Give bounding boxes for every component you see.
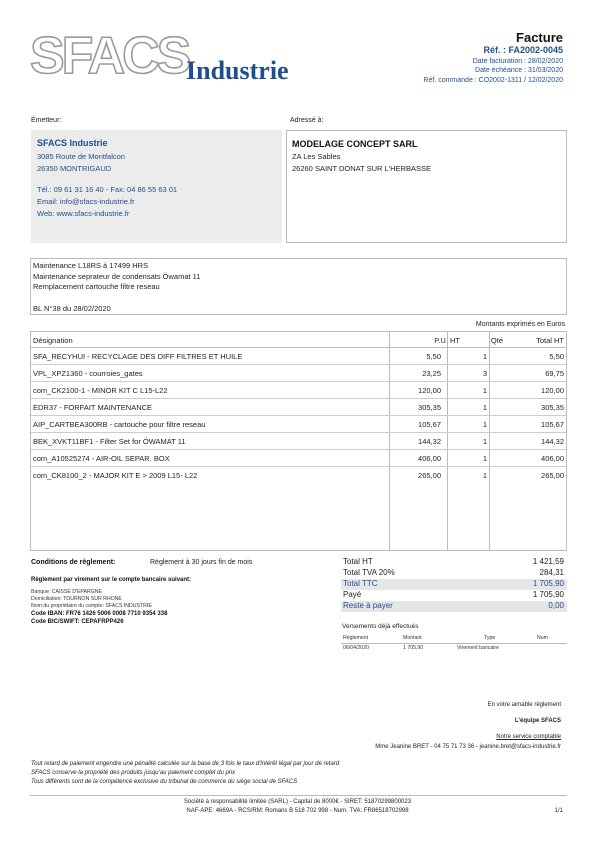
total-value: 1 705,90	[532, 579, 564, 588]
item-designation: EDR37 - FORFAIT MAINTENANCE	[33, 403, 153, 412]
item-total: 5,50	[549, 352, 564, 361]
total-value: 284,31	[539, 568, 564, 577]
item-unit-price: 305,35	[418, 403, 441, 412]
item-quantity: 1	[482, 420, 487, 429]
item-quantity: 1	[482, 403, 487, 412]
remaining-row	[341, 601, 567, 612]
bic: Code BIC/SWIFT: CEPAFRPP426	[31, 619, 124, 625]
item-unit-price: 406,00	[418, 454, 441, 463]
emitter-label: Émetteur:	[31, 117, 62, 124]
recipient-address2: 26260 SAINT DONAT SUR L'HERBASSE	[292, 164, 431, 173]
payment-terms-value: Règlement à 30 jours fin de mois	[150, 559, 253, 566]
item-designation: com_CK8100_2 - MAJOR KIT E > 2009 L15- L22	[33, 471, 198, 480]
company-logo-subtitle: Industrie	[186, 56, 289, 85]
table-row	[31, 467, 566, 483]
total-label: Payé	[343, 590, 362, 599]
total-value: 1 421,59	[532, 557, 564, 566]
order-ref: Réf. commande : CO2002-1311 / 12/02/2020	[423, 77, 563, 84]
item-unit-price: 120,00	[418, 386, 441, 395]
total-tva-row	[341, 568, 567, 579]
payment-date: 06/04/2020	[343, 645, 369, 651]
item-total: 105,67	[541, 420, 564, 429]
emitter-address2: 26350 MONTRIGAUD	[37, 164, 112, 173]
header-designation: Désignation	[33, 336, 73, 345]
payments-title: Versements déjà effectués	[342, 623, 419, 630]
payment-amount: 1 705,90	[403, 645, 424, 651]
item-total: 144,32	[541, 437, 564, 446]
bank-name: Banque: CAISSE D'EPARGNE	[31, 589, 102, 595]
emitter-name: SFACS Industrie	[37, 138, 108, 148]
company-logo: SFACS	[30, 27, 189, 85]
footer-company-info: Société à responsabilité limitée (SARL) - Capital de 8000€ - SIRET: 51870299800023	[183, 799, 412, 805]
legal-line: Tout retard de paiement engendre une pénalité calculée sur la base de 3 fois le taux d'intérêt légal par jour de retard	[31, 761, 340, 767]
item-quantity: 1	[482, 471, 487, 480]
emitter-email: Email: info@sfacs-industrie.fr	[37, 197, 135, 206]
total-ht-row	[341, 557, 567, 568]
item-total: 305,35	[541, 403, 564, 412]
item-quantity: 3	[482, 369, 487, 378]
emitter-web: Web: www.sfacs-industrie.fr	[37, 209, 130, 218]
paid-row	[341, 590, 567, 601]
invoice-date: Date facturation : 28/02/2020	[472, 58, 563, 65]
total-label: Total TVA 20%	[343, 568, 395, 577]
table-row	[31, 399, 566, 416]
header-unit-price: P.U. HT	[434, 336, 460, 345]
due-date: Date échéance : 31/03/2020	[475, 67, 563, 74]
item-designation: SFA_RECYHUI - RECYCLAGE DES DIFF FILTRES ET HUILE	[33, 352, 243, 361]
item-unit-price: 23,25	[422, 369, 441, 378]
recipient-name: MODELAGE CONCEPT SARL	[292, 139, 418, 149]
item-quantity: 1	[482, 454, 487, 463]
currency-note: Montants exprimés en Euros	[475, 321, 565, 328]
description-box	[30, 258, 567, 315]
account-owner: Nom du propriétaire du compte: SFACS INDUSTRIE	[31, 603, 152, 609]
item-total: 120,00	[541, 386, 564, 395]
bank-transfer-title: Règlement par virement sur le compte bancaire suivant:	[31, 577, 192, 583]
team-signature: L'équipe SFACS	[514, 718, 561, 724]
payments-header-num: Num	[537, 635, 548, 641]
item-total: 265,00	[541, 471, 564, 480]
salutation: En votre aimable règlement	[487, 702, 561, 708]
invoice-ref: Réf. : FA2002-0045	[483, 45, 563, 55]
bank-domiciliation: Domiciliation: TOURNON SUR RHONE	[31, 596, 122, 602]
item-designation: BEK_XVKT11BF1 - Filter Set for ÖWAMAT 11	[33, 437, 186, 446]
header-total: Total HT	[536, 336, 564, 345]
description-line: Maintenance seprateur de condensats Öwamat 11	[33, 272, 201, 281]
payments-header-montant: Montant	[403, 635, 422, 641]
item-total: 406,00	[541, 454, 564, 463]
payments-header-reglement: Règlement	[343, 635, 369, 641]
item-designation: com_A10525274 - AIR-OIL SEPAR. BOX	[33, 454, 170, 463]
item-total: 69,75	[545, 369, 564, 378]
accounting-service: Notre service comptable	[496, 734, 561, 740]
table-row	[31, 365, 566, 382]
footer-registration: NAF-APE: 4669A - RCS/RM: Romans B 518 702 998 - Num. TVA: FR86518702998	[186, 808, 409, 814]
total-label: Total HT	[343, 557, 373, 566]
table-row	[31, 416, 566, 433]
legal-line: SFACS conserve la propriété des produits jusqu'au paiement complet du prix	[31, 770, 236, 776]
recipient-address1: ZA Les Sables	[292, 152, 341, 161]
item-unit-price: 265,00	[418, 471, 441, 480]
emitter-address1: 3085 Route de Montfalcon	[37, 152, 125, 161]
recipient-label: Adressé à:	[290, 117, 324, 124]
item-designation: VPL_XPZ1360 - courroies_gates	[33, 369, 143, 378]
header-quantity: Qté	[490, 336, 503, 345]
legal-line: Tous différents sont de la compétence exclusive du tribunal de commerce du siège social de SFACS	[31, 779, 298, 785]
table-row	[31, 450, 566, 467]
payment-row	[341, 644, 567, 653]
page-number: 1/1	[554, 808, 563, 814]
table-row	[31, 382, 566, 399]
payment-terms-label: Conditions de règlement:	[31, 559, 116, 566]
item-quantity: 1	[482, 352, 487, 361]
payments-header	[341, 634, 567, 644]
description-line: Remplacement cartouche filtre reseau	[33, 282, 160, 291]
item-unit-price: 5,50	[426, 352, 441, 361]
table-row	[31, 348, 566, 365]
total-label: Reste à payer	[343, 601, 393, 610]
item-unit-price: 105,67	[418, 420, 441, 429]
footer-divider	[30, 795, 567, 796]
invoice-title: Facture	[516, 30, 563, 45]
item-quantity: 1	[482, 386, 487, 395]
payment-type: Virement bancaire	[457, 645, 500, 651]
table-row	[31, 433, 566, 450]
item-designation: AIP_CARTBEA300RB - cartouche pour filtre reseau	[33, 420, 206, 429]
total-ttc-row	[341, 579, 567, 590]
description-line: BL N°38 du 28/02/2020	[33, 304, 111, 313]
iban: Code IBAN: FR76 1426 5006 0008 7710 9354 338	[31, 611, 168, 617]
emitter-phone: Tél.: 09 61 31 16 40 - Fax: 04 86 55 63 01	[37, 185, 178, 194]
description-line: Maintenance L18RS à 17499 HRS	[33, 261, 149, 270]
accounting-contact: Mme Jeanine BRET - 04 75 71 73 36 - jeanine.bret@sfacs-industrie.fr	[375, 744, 561, 750]
total-label: Total TTC	[343, 579, 378, 588]
items-table	[30, 331, 567, 551]
payments-header-type: Type	[484, 635, 496, 641]
item-unit-price: 144,32	[418, 437, 441, 446]
total-value: 1 705,90	[532, 590, 564, 599]
total-value: 0,00	[548, 601, 564, 610]
item-designation: com_CK2100-1 - MINOR KIT C L15-L22	[33, 386, 168, 395]
table-header	[31, 332, 566, 348]
recipient-box	[286, 130, 567, 243]
emitter-box	[31, 130, 282, 243]
item-quantity: 1	[482, 437, 487, 446]
